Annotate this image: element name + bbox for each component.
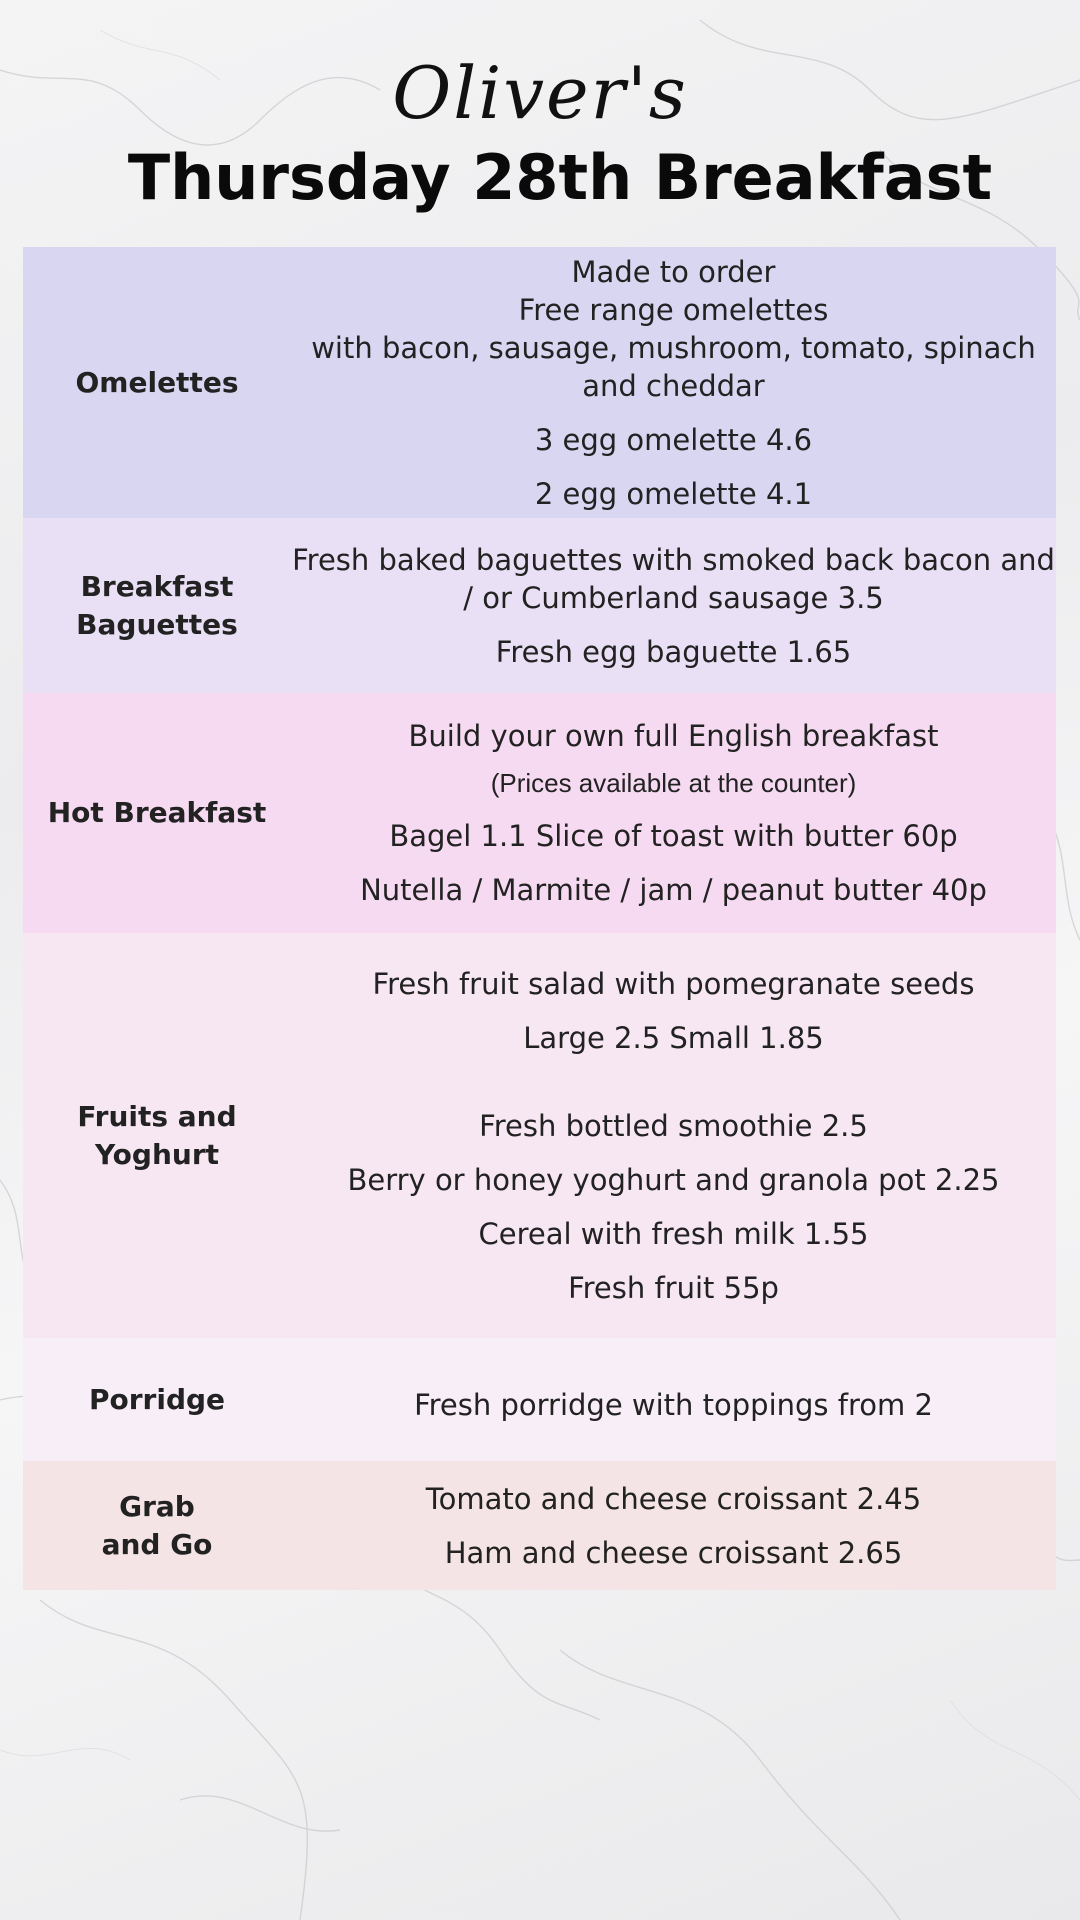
section-hot-breakfast: [23, 693, 1056, 933]
section-fruits-and-yoghurt: [23, 933, 1056, 1338]
omelettes-intro-made-to-order: Made to order: [571, 254, 776, 289]
menu-item: Fresh baked baguettes with smoked back bacon and / or Cumberland sausage 3.5: [292, 542, 1055, 615]
menu-item: Bagel 1.1 Slice of toast with butter 60p: [389, 819, 958, 853]
menu-item: Ham and cheese croissant 2.65: [444, 1535, 903, 1570]
menu-item: 2 egg omelette 4.1: [534, 476, 813, 511]
section-items-fruits-and-yoghurt: [291, 965, 1056, 1307]
section-label-hot-breakfast: Hot Breakfast: [47, 796, 267, 829]
section-label-omelettes: Omelettes: [75, 365, 239, 399]
menu-item: Fresh porridge with toppings from 2: [414, 1387, 933, 1422]
menu-item: Tomato and cheese croissant 2.45: [425, 1481, 922, 1516]
page-title: Thursday 28th Breakfast: [127, 141, 993, 214]
section-label-porridge: Porridge: [88, 1382, 226, 1416]
menu-item: Fresh bottled smoothie 2.5: [479, 1108, 868, 1143]
menu-item: Fresh fruit salad with pomegranate seeds: [372, 966, 975, 1001]
section-items-porridge: [291, 1376, 1056, 1424]
menu-item: Cereal with fresh milk 1.55: [478, 1216, 869, 1251]
menu-item: Fresh egg baguette 1.65: [495, 634, 852, 669]
prices-note: (Prices available at the counter): [490, 768, 857, 798]
omelettes-intro-free-range: Free range omelettes: [518, 292, 829, 327]
section-omelettes: [23, 247, 1056, 518]
section-breakfast-baguettes: [23, 518, 1056, 693]
section-items-hot-breakfast: [291, 717, 1056, 909]
section-porridge: [23, 1338, 1056, 1461]
menu-item: 3 egg omelette 4.6: [534, 422, 813, 457]
menu-item: Build your own full English breakfast: [408, 719, 939, 753]
menu-item: Berry or honey yoghurt and granola pot 2.25: [347, 1162, 1000, 1197]
brand-logo-text: Oliver's: [392, 51, 688, 135]
menu-item: Large 2.5 Small 1.85: [523, 1020, 824, 1055]
section-items-omelettes: [291, 253, 1056, 513]
section-grab-and-go: [23, 1461, 1056, 1590]
section-items-breakfast-baguettes: [291, 541, 1056, 671]
section-items-grab-and-go: [291, 1480, 1056, 1572]
breakfast-menu-table: [23, 247, 1056, 1590]
section-label-breakfast-baguettes: Breakfast Baguettes: [76, 569, 238, 641]
omelettes-fillings: with bacon, sausage, mushroom, tomato, spinach and cheddar: [311, 330, 1036, 403]
section-label-fruits-and-yoghurt: Fruits and Yoghurt: [77, 1099, 237, 1171]
section-label-grab-and-go: Grab and Go: [101, 1489, 213, 1561]
menu-item: Nutella / Marmite / jam / peanut butter 40p: [360, 873, 987, 907]
menu-item: Fresh fruit 55p: [568, 1270, 779, 1305]
